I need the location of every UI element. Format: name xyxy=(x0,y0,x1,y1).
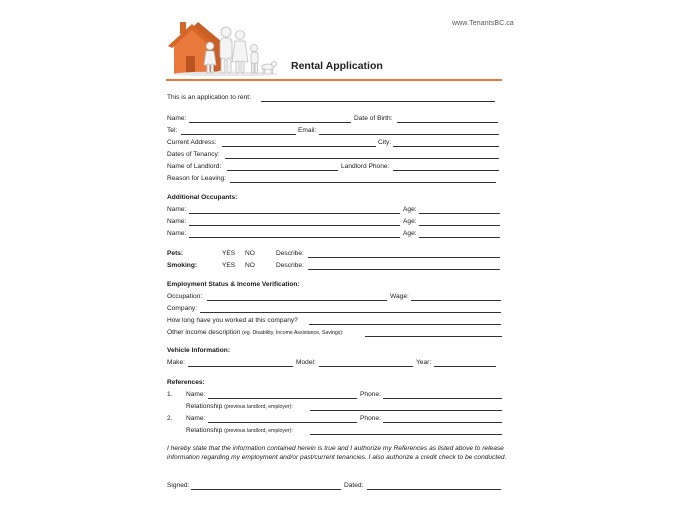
company-label: Company: xyxy=(167,305,198,312)
relationship-note: (previous landlord, employer): xyxy=(224,404,293,410)
occupant-name-label: Name: xyxy=(167,230,187,237)
occupant-age-field[interactable] xyxy=(419,213,500,214)
city-field[interactable] xyxy=(393,146,499,147)
reference-relationship-field[interactable] xyxy=(310,434,502,435)
vehicle-heading: Vehicle Information: xyxy=(167,347,231,354)
name-label: Name: xyxy=(167,115,187,122)
year-label: Year: xyxy=(416,359,432,366)
model-field[interactable] xyxy=(319,366,413,367)
dates-of-tenancy-label: Dates of Tenancy: xyxy=(167,151,220,158)
occupant-age-field[interactable] xyxy=(419,225,500,226)
occupant-name-label: Name: xyxy=(167,218,187,225)
occupants-heading: Additional Occupants: xyxy=(167,194,238,201)
application-to-rent-label: This is an application to rent: xyxy=(167,94,251,101)
dates-of-tenancy-field[interactable] xyxy=(225,158,499,159)
pets-no-option[interactable]: NO xyxy=(245,250,255,257)
wage-field[interactable] xyxy=(411,300,501,301)
company-field[interactable] xyxy=(200,312,501,313)
occupant-age-label: Age: xyxy=(403,230,417,237)
smoking-describe-field[interactable] xyxy=(308,269,500,270)
reference-relationship-label xyxy=(186,427,293,435)
occupation-label: Occupation: xyxy=(167,293,203,300)
reference-name-field[interactable] xyxy=(208,398,357,399)
reference-phone-label: Phone: xyxy=(360,391,381,398)
tel-label: Tel: xyxy=(167,127,178,134)
reference-name-field[interactable] xyxy=(208,422,357,423)
current-address-label: Current Address: xyxy=(167,139,217,146)
reference-phone-label: Phone: xyxy=(360,415,381,422)
relationship-text: Relationship xyxy=(186,403,223,410)
page-title: Rental Application xyxy=(291,60,383,72)
relationship-text: Relationship xyxy=(186,427,223,434)
landlord-phone-field[interactable] xyxy=(393,170,499,171)
occupant-name-label: Name: xyxy=(167,206,187,213)
occupant-age-field[interactable] xyxy=(419,237,500,238)
reference-phone-field[interactable] xyxy=(383,422,502,423)
occupant-age-label: Age: xyxy=(403,218,417,225)
landlord-name-label: Name of Landlord: xyxy=(167,163,222,170)
year-field[interactable] xyxy=(434,366,496,367)
header-divider xyxy=(166,79,502,81)
reference-relationship-label xyxy=(186,403,293,411)
date-field[interactable] xyxy=(367,489,501,490)
current-address-field[interactable] xyxy=(222,146,376,147)
pets-label: Pets: xyxy=(167,250,184,257)
landlord-name-field[interactable] xyxy=(227,170,338,171)
tel-field[interactable] xyxy=(181,134,296,135)
signed-label: Signed: xyxy=(167,482,190,489)
smoking-no-option[interactable]: NO xyxy=(245,262,255,269)
reference-number: 1. xyxy=(167,391,173,398)
application-to-rent-field[interactable] xyxy=(261,101,495,102)
reference-name-label: Name: xyxy=(186,415,206,422)
site-url: www.TenantsBC.ca xyxy=(452,20,514,27)
model-label: Model: xyxy=(296,359,316,366)
dob-label: Date of Birth: xyxy=(354,115,393,122)
occupant-age-label: Age: xyxy=(403,206,417,213)
occupant-name-field[interactable] xyxy=(189,237,400,238)
city-label: City: xyxy=(378,139,392,146)
email-field[interactable] xyxy=(319,134,499,135)
other-income-note: (eg. Disability, Income Assistance, Savings): xyxy=(242,330,344,336)
reference-name-label: Name: xyxy=(186,391,206,398)
declaration-text: I hereby state that the information contained herein is true and I authorize my References as listed above to release information regarding my employment and/or past/current tenancies. I also authorize a credit check to be conducted. xyxy=(167,445,507,462)
make-field[interactable] xyxy=(188,366,293,367)
reference-relationship-field[interactable] xyxy=(310,410,502,411)
reference-number: 2. xyxy=(167,415,173,422)
occupant-name-field[interactable] xyxy=(189,213,400,214)
wage-label: Wage: xyxy=(390,293,409,300)
reason-leaving-field[interactable] xyxy=(230,182,496,183)
references-heading: References: xyxy=(167,379,205,386)
dated-label: Dated: xyxy=(344,482,364,489)
name-field[interactable] xyxy=(189,122,351,123)
reference-phone-field[interactable] xyxy=(383,398,502,399)
other-income-label xyxy=(167,329,344,337)
landlord-phone-label: Landlord Phone: xyxy=(341,163,390,170)
pets-yes-option[interactable]: YES xyxy=(222,250,236,257)
make-label: Make: xyxy=(167,359,185,366)
smoking-describe-label: Describe: xyxy=(276,262,304,269)
signature-field[interactable] xyxy=(191,489,341,490)
pets-describe-label: Describe: xyxy=(276,250,304,257)
relationship-note: (previous landlord, employer): xyxy=(224,428,293,434)
email-label: Email: xyxy=(298,127,317,134)
how-long-label: How long have you worked at this company? xyxy=(167,317,298,324)
occupation-field[interactable] xyxy=(207,300,387,301)
occupant-name-field[interactable] xyxy=(189,225,400,226)
smoking-yes-option[interactable]: YES xyxy=(222,262,236,269)
pets-describe-field[interactable] xyxy=(308,257,500,258)
house-family-logo-icon xyxy=(166,18,280,76)
dob-field[interactable] xyxy=(397,122,498,123)
other-income-text: Other income description xyxy=(167,329,241,336)
employment-heading: Employment Status & Income Verification: xyxy=(167,281,300,288)
smoking-label: Smoking: xyxy=(167,262,198,269)
other-income-field[interactable] xyxy=(365,336,502,337)
how-long-field[interactable] xyxy=(309,324,501,325)
reason-leaving-label: Reason for Leaving: xyxy=(167,175,227,182)
